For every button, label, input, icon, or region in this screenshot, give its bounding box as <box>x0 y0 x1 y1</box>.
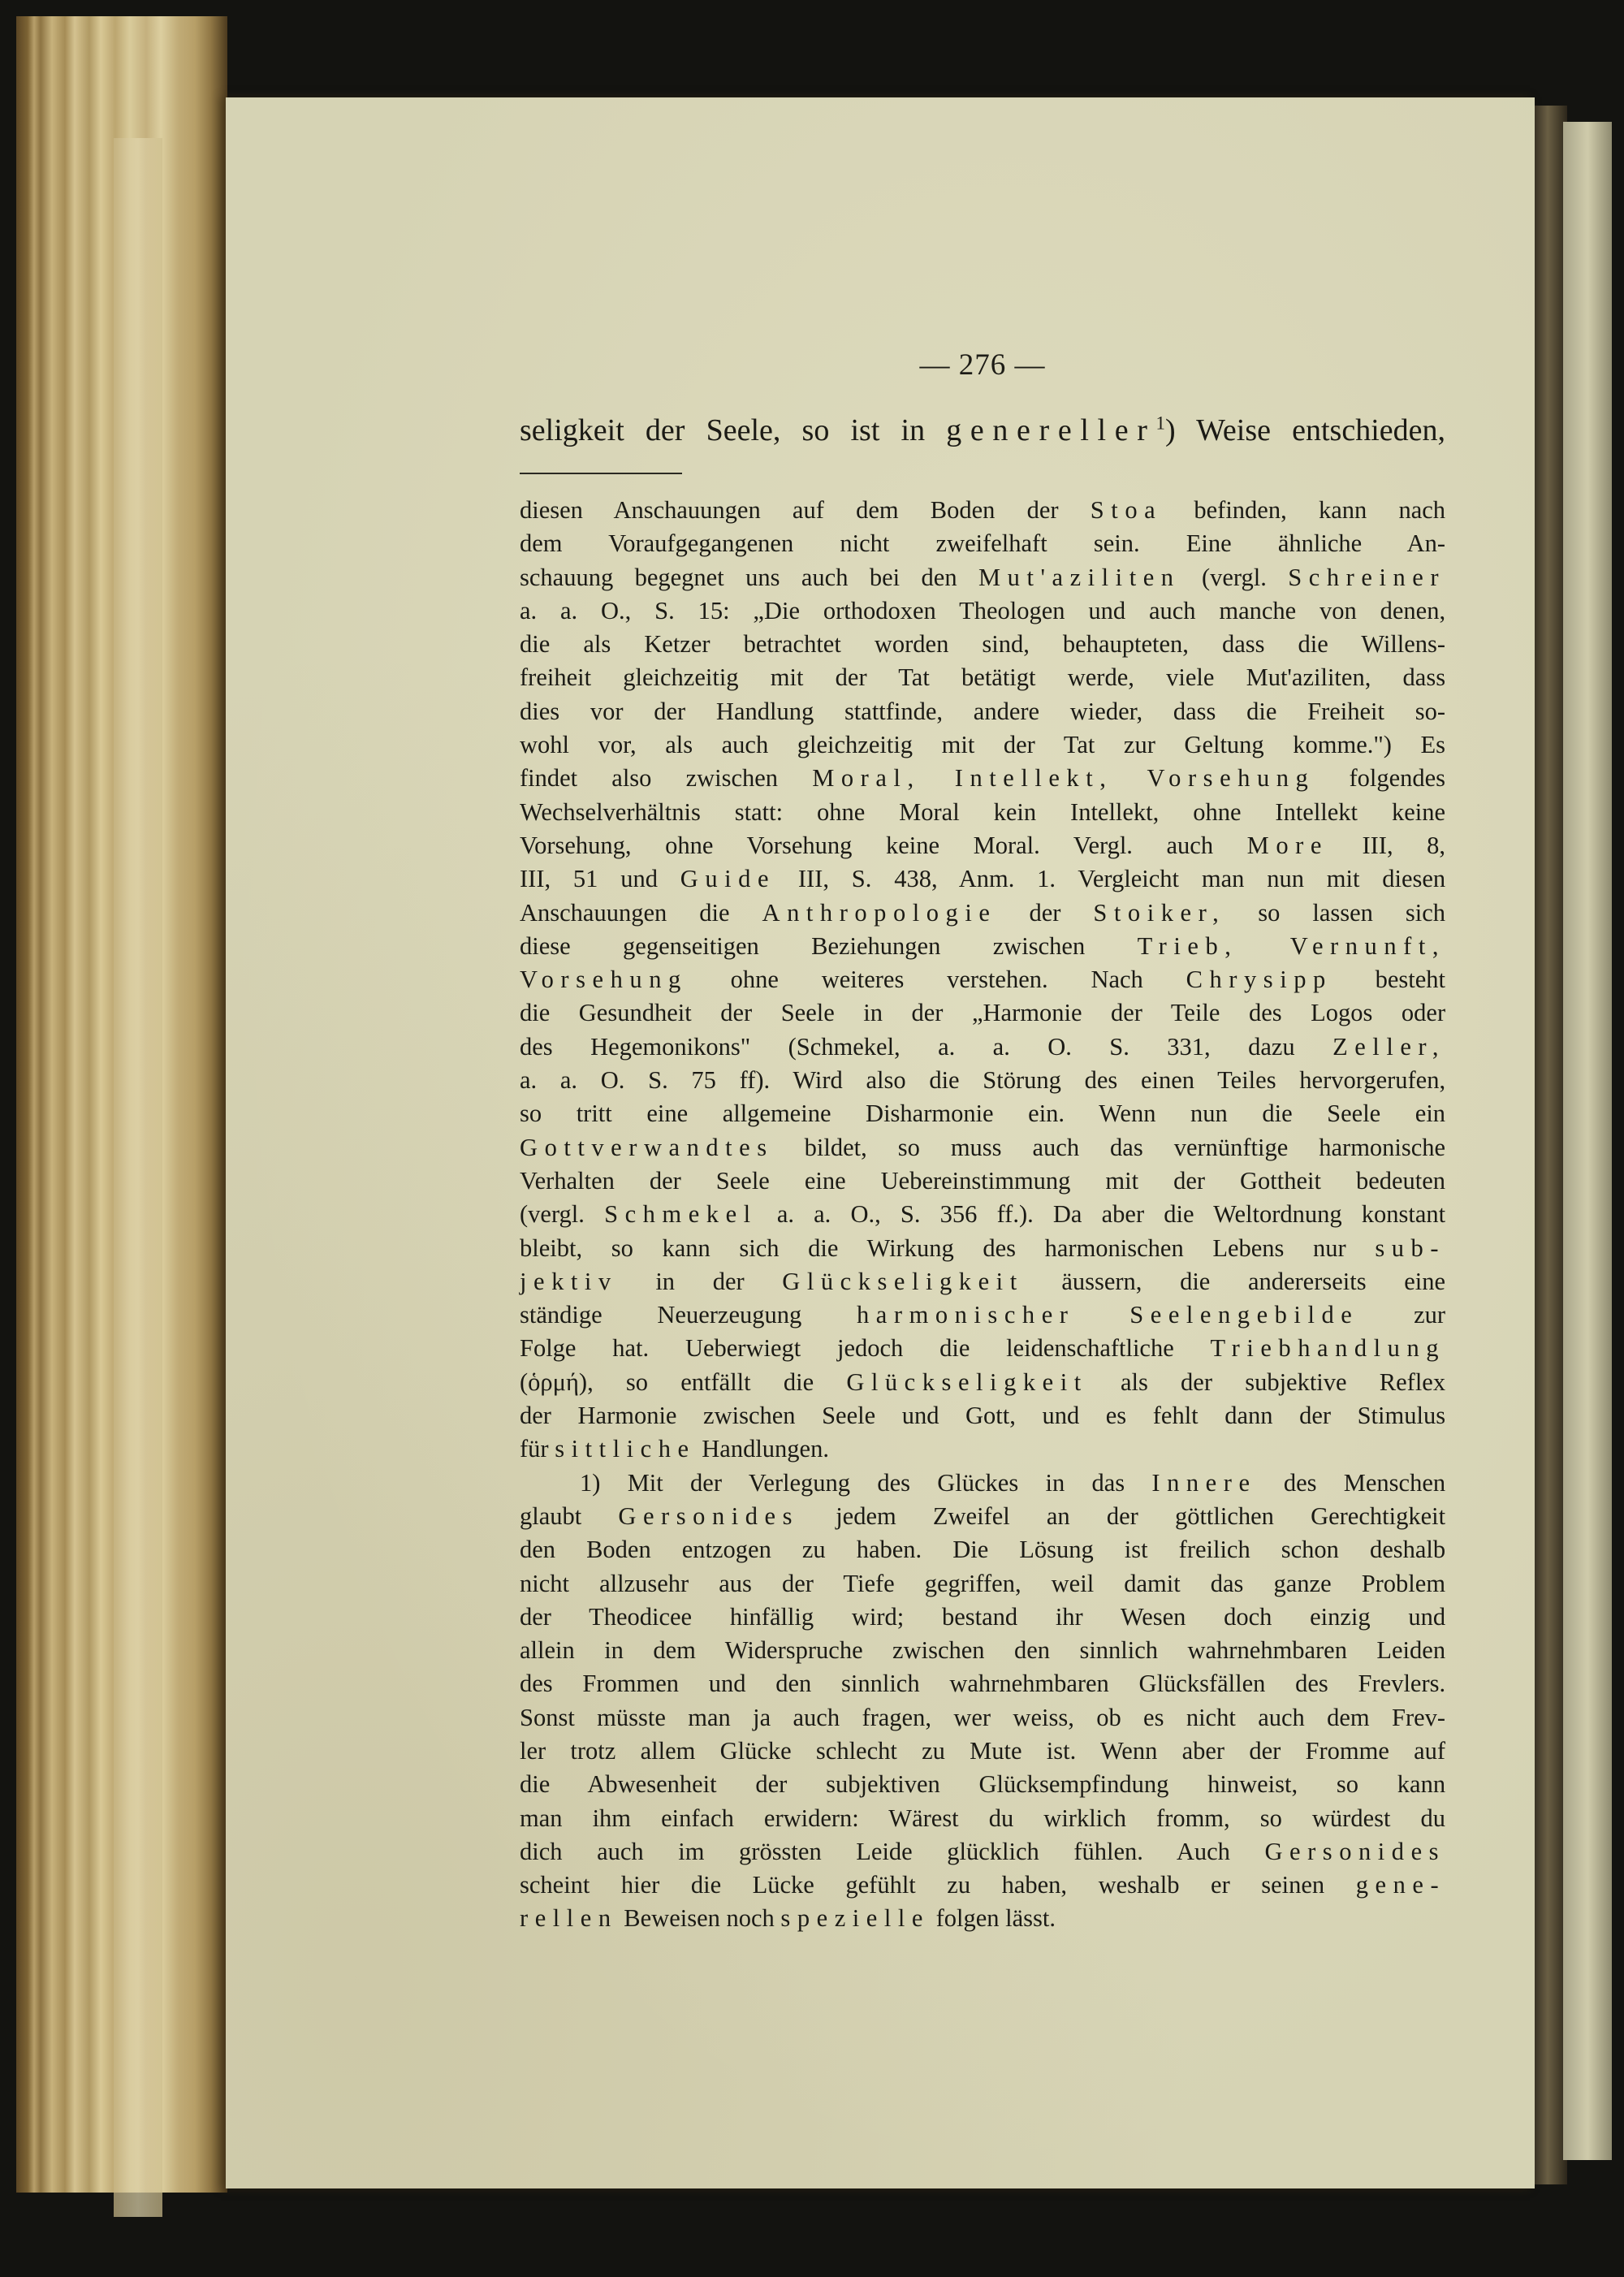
spaced-word: Intellekt, <box>954 764 1113 793</box>
spaced-word: Glückseligkeit <box>782 1267 1024 1295</box>
footnote-line: (ὁρμή), so entfällt die Glückseligkeit als der subjektive Reflex <box>520 1367 1446 1396</box>
footnote-line: III, 51 und Guide III, S. 438, Anm. 1. Vergleicht man nun mit diesen <box>520 865 1446 893</box>
footnote-line: die Gesundheit der Seele in der „Harmonie der Teile des Logos oder <box>520 999 1446 1027</box>
footnote-separator <box>520 473 682 474</box>
footnote-line: Gottverwandtes bildet, so muss auch das vernünftige harmonische <box>520 1133 1446 1161</box>
footnote-line: Vorsehung ohne weiteres verstehen. Nach Chrysipp besteht <box>520 966 1446 994</box>
footnote-line: so tritt eine allgemeine Disharmonie ein. Wenn nun die Seele ein <box>520 1100 1446 1128</box>
footnote-line: ständige Neuerzeugung harmonischer Seelengebilde zur <box>520 1301 1446 1329</box>
spaced-word: rellen <box>520 1904 618 1933</box>
footnote-line: glaubt Gersonides jedem Zweifel an der göttlichen Gerechtigkeit <box>520 1501 1446 1530</box>
main-text-before: seligkeit der Seele, so ist in <box>520 413 947 447</box>
spaced-word: Seelengebilde <box>1129 1301 1359 1329</box>
spaced-word: Guide <box>680 865 776 893</box>
spaced-word: spezielle <box>780 1904 930 1933</box>
footnote-line: a. a. O. S. 75 ff). Wird also die Störung des einen Teiles hervorgerufen, <box>520 1066 1446 1095</box>
footnote-line: für sittliche Handlungen. <box>520 1435 829 1463</box>
spaced-word: Zeller, <box>1332 1032 1446 1061</box>
spaced-word: Chrysipp <box>1186 966 1332 994</box>
footnote-line: (vergl. Schmekel a. a. O., S. 356 ff.). Da aber die Weltordnung konstant <box>520 1200 1446 1229</box>
footnote-line: freiheit gleichzeitig mit der Tat betätigt werde, viele Mut'aziliten, dass <box>520 663 1446 692</box>
gutter-shadow <box>1535 106 1567 2184</box>
footnote-line: findet also zwischen Moral, Intellekt, Vorsehung folgendes <box>520 764 1446 793</box>
footnote-line: Vorsehung, ohne Vorsehung keine Moral. Vergl. auch More III, 8, <box>520 831 1446 859</box>
spaced-word: Gottverwandtes <box>520 1133 774 1161</box>
footnote-line: die als Ketzer betrachtet worden sind, behaupteten, dass die Willens- <box>520 630 1446 659</box>
footnote-line: den Boden entzogen zu haben. Die Lösung ist freilich schon deshalb <box>520 1536 1446 1564</box>
main-text-spaced: genereller <box>946 413 1156 447</box>
footnote-line: jektiv in der Glückseligkeit äussern, die andererseits eine <box>520 1267 1446 1295</box>
footnote-line: des Frommen und den sinnlich wahrnehmbaren Glücksfällen des Frevlers. <box>520 1670 1446 1698</box>
main-text-line <box>520 413 1445 448</box>
footnote-mark: 1 <box>1155 413 1165 434</box>
spaced-word: sittliche <box>555 1435 696 1463</box>
page-stack-edge <box>16 16 227 2193</box>
spaced-word: Innere <box>1151 1468 1257 1497</box>
spaced-word: Schmekel <box>604 1200 758 1229</box>
footnote-line: diesen Anschauungen auf dem Boden der Stoa befinden, kann nach <box>520 496 1446 524</box>
spaced-word: Trieb, <box>1137 931 1238 960</box>
page-number: — 276 — <box>919 348 1046 382</box>
footnote-line: diese gegenseitigen Beziehungen zwischen Trieb, Vernunft, <box>520 931 1446 960</box>
footnote-line: dies vor der Handlung stattfinde, andere wieder, dass die Freiheit so- <box>520 697 1445 725</box>
spaced-word: Glückseligkeit <box>846 1367 1088 1396</box>
footnotes <box>520 494 1445 1936</box>
spaced-word: Moral, <box>812 764 921 793</box>
spaced-word: jektiv <box>520 1267 618 1295</box>
footnote-line: man ihm einfach erwidern: Wärest du wirklich fromm, so würdest du <box>520 1804 1446 1832</box>
footnote-line: a. a. O., S. 15: „Die orthodoxen Theologen und auch manche von denen, <box>520 596 1446 624</box>
footnote-line: Wechselverhältnis statt: ohne Moral kein Intellekt, ohne Intellekt keine <box>520 797 1446 826</box>
footnote-line: die Abwesenheit der subjektiven Glücksempfindung hinweist, so kann <box>520 1770 1446 1799</box>
footnote-line: allein in dem Widerspruche zwischen den sinnlich wahrnehmbaren Leiden <box>520 1636 1446 1665</box>
footnote-continued <box>520 494 1445 1467</box>
spaced-word: Schreiner <box>1288 563 1446 591</box>
footnote-line: wohl vor, als auch gleichzeitig mit der Tat zur Geltung komme.") Es <box>520 731 1446 759</box>
footnote-line: der Theodicee hinfällig wird; bestand ihr Wesen doch einzig und <box>520 1602 1446 1631</box>
spaced-word: gene- <box>1355 1871 1446 1899</box>
footnote-line: der Harmonie zwischen Seele und Gott, und es fehlt dann der Stimulus <box>520 1402 1446 1430</box>
spaced-word: Vorsehung <box>520 966 688 994</box>
footnote-line: Sonst müsste man ja auch fragen, wer weiss, ob es nicht auch dem Frev- <box>520 1703 1446 1731</box>
footnote-line: ler trotz allem Glücke schlecht zu Mute ist. Wenn aber der Fromme auf <box>520 1736 1446 1765</box>
spaced-word: Gersonides <box>618 1501 800 1530</box>
spaced-word: More <box>1246 831 1328 859</box>
main-text-after: ) Weise entschieden, <box>1164 413 1445 447</box>
spaced-word: Stoiker, <box>1093 898 1226 927</box>
footnote-line: dem Voraufgegangenen nicht zweifelhaft sein. Eine ähnliche An- <box>520 529 1446 558</box>
spaced-word: Stoa <box>1090 496 1163 524</box>
facing-page-edge <box>1563 122 1612 2160</box>
footnote-line: nicht allzusehr aus der Tiefe gegriffen, weil damit das ganze Problem <box>520 1569 1446 1597</box>
footnote-line: rellen Beweisen noch spezielle folgen lässt. <box>520 1904 1056 1933</box>
footnote-line: 1) Mit der Verlegung des Glückes in das Innere des Menschen <box>580 1468 1446 1497</box>
footnote-line: des Hegemonikons" (Schmekel, a. a. O. S. 331, dazu Zeller, <box>520 1032 1446 1061</box>
page-stack-inner <box>114 138 162 2217</box>
spaced-word: Vorsehung <box>1147 764 1315 793</box>
footnote-line: dich auch im grössten Leide glücklich fühlen. Auch Gersonides <box>520 1837 1446 1865</box>
spaced-word: Gersonides <box>1264 1837 1446 1865</box>
footnote-line: schauung begegnet uns auch bei den Mut'aziliten (vergl. Schreiner <box>520 563 1446 591</box>
footnote-line: scheint hier die Lücke gefühlt zu haben, weshalb er seinen gene- <box>520 1871 1446 1899</box>
footnote-1 <box>520 1467 1445 1936</box>
footnote-line: Verhalten der Seele eine Uebereinstimmung mit der Gottheit bedeuten <box>520 1166 1446 1195</box>
footnote-line: Anschauungen die Anthropologie der Stoiker, so lassen sich <box>520 898 1446 927</box>
spaced-word: Mut'aziliten <box>978 563 1181 591</box>
spaced-word: Anthropologie <box>762 898 997 927</box>
spaced-word: Triebhandlung <box>1210 1334 1446 1363</box>
spaced-word: Vernunft, <box>1289 931 1446 960</box>
spaced-word: sub- <box>1375 1234 1446 1262</box>
footnote-line: Folge hat. Ueberwiegt jedoch die leidenschaftliche Triebhandlung <box>520 1334 1446 1363</box>
footnote-line: bleibt, so kann sich die Wirkung des harmonischen Lebens nur sub- <box>520 1234 1446 1262</box>
spaced-word: harmonischer <box>857 1301 1075 1329</box>
